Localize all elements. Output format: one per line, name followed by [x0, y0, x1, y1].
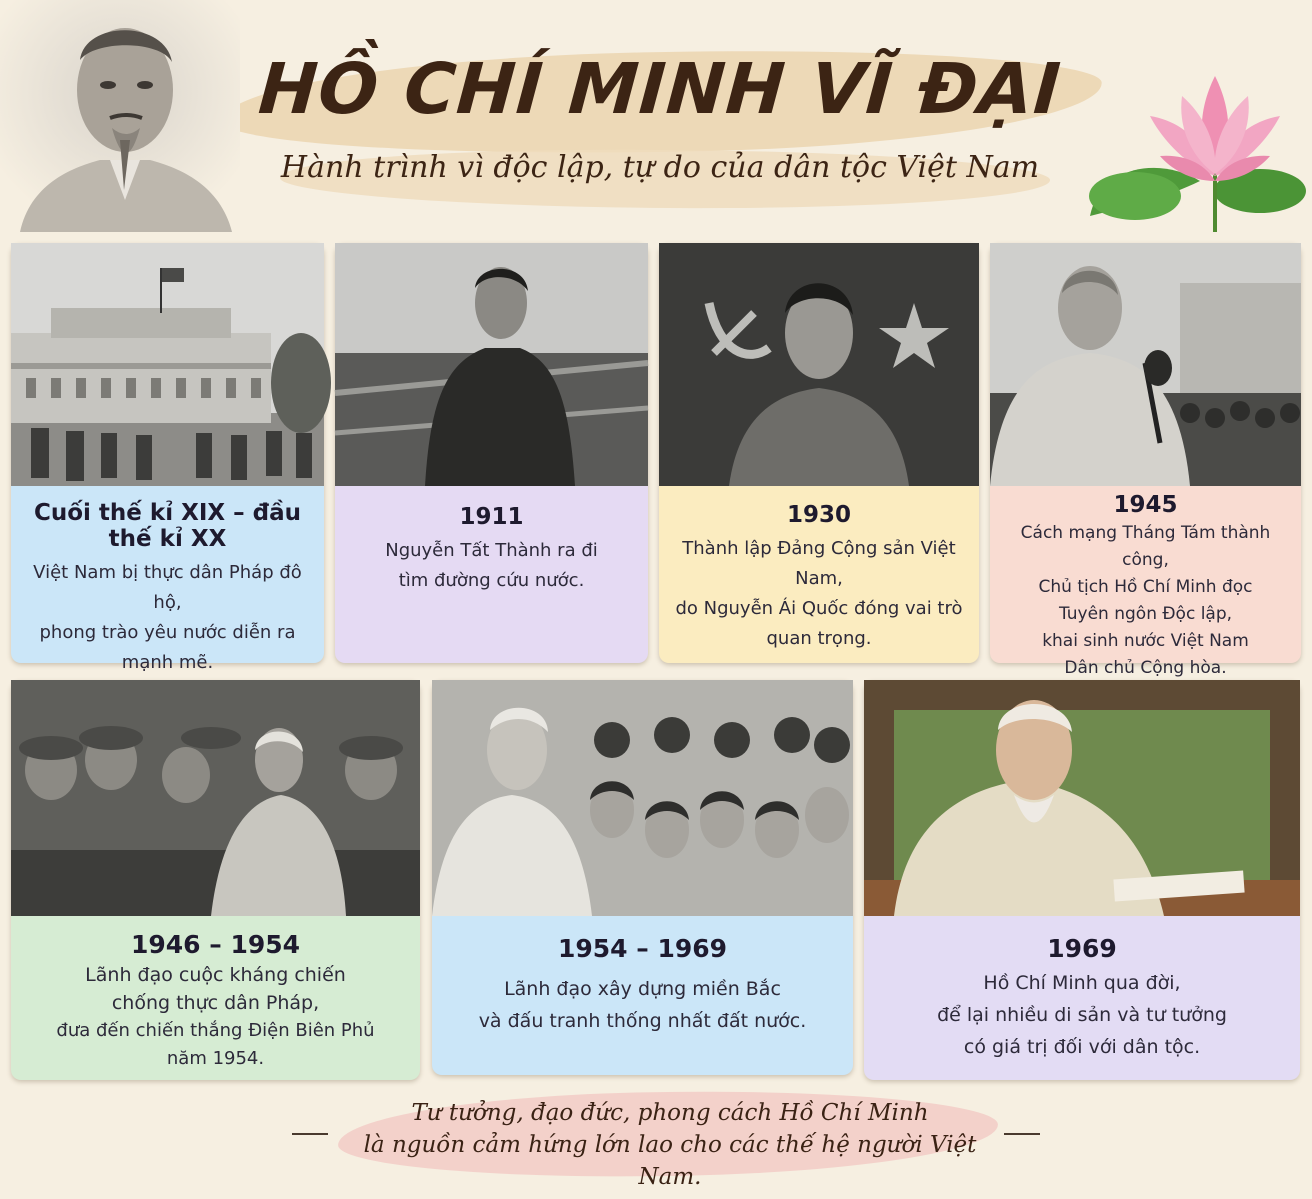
footer-divider-left	[292, 1133, 328, 1135]
timeline-desc-line: và đấu tranh thống nhất đất nước.	[478, 1010, 807, 1032]
timeline-year: Cuối thế kỉ XIX – đầu thế kỉ XX	[33, 500, 301, 552]
timeline-desc-line: Hồ Chí Minh qua đời,	[983, 972, 1181, 994]
timeline-desc-line: Cách mạng Tháng Tám thành công,	[1020, 523, 1271, 570]
timeline-year: 1969	[1047, 934, 1117, 963]
timeline-card-1930	[659, 243, 979, 663]
header	[0, 0, 1312, 232]
timeline-desc-line: mạnh mẽ.	[121, 652, 214, 673]
timeline-desc-line: Lãnh đạo xây dựng miền Bắc	[504, 978, 781, 1000]
timeline-desc-line: để lại nhiều di sản và tư tưởng	[937, 1004, 1227, 1026]
photo-colonial-building	[11, 243, 324, 486]
timeline-desc-line: chống thực dân Pháp,	[111, 992, 320, 1014]
timeline-desc-line: năm 1954.	[166, 1048, 265, 1069]
timeline-desc-line: quan trọng.	[766, 628, 872, 649]
timeline-desc-line: Nguyễn Tất Thành ra đi	[385, 540, 598, 561]
photo-party-founding	[659, 243, 979, 486]
footer-quote-line: là nguồn cảm hứng lớn lao cho các thế hệ người Việt Nam.	[363, 1132, 977, 1190]
page-title: HỒ CHÍ MINH VĨ ĐẠI	[256, 48, 1064, 130]
timeline-desc-line: Chủ tịch Hồ Chí Minh đọc	[1038, 577, 1253, 597]
photo-young-man-on-ship	[335, 243, 648, 486]
timeline-year: 1946 – 1954	[130, 930, 301, 959]
photo-resistance-soldiers	[11, 680, 420, 916]
timeline-desc-line: Lãnh đạo cuộc kháng chiến	[85, 964, 346, 986]
timeline-year: 1945	[1113, 492, 1178, 518]
timeline-desc-line: tìm đường cứu nước.	[398, 570, 585, 591]
timeline-card-1969	[864, 680, 1300, 1080]
timeline-year: 1930	[786, 502, 851, 528]
ho-chi-minh-portrait	[0, 0, 240, 232]
timeline-desc-line: Tuyên ngôn Độc lập,	[1058, 604, 1233, 624]
timeline-desc-line: Dân chủ Cộng hòa.	[1064, 658, 1227, 678]
timeline-card-1946-1954	[11, 680, 420, 1080]
timeline-card-1954-1969	[432, 680, 853, 1075]
timeline-desc-line: có giá trị đối với dân tộc.	[963, 1036, 1201, 1058]
footer-quote-line: Tư tưởng, đạo đức, phong cách Hồ Chí Minh	[411, 1100, 929, 1126]
photo-writing-at-desk	[864, 680, 1300, 916]
photo-with-children	[432, 680, 853, 916]
timeline-card-1911	[335, 243, 648, 663]
timeline-card-19th-century	[11, 243, 324, 673]
footer-quote	[330, 1097, 1010, 1193]
photo-independence-speech	[990, 243, 1301, 486]
timeline-desc-line: Việt Nam bị thực dân Pháp đô hộ,	[33, 562, 302, 613]
timeline-desc-line: do Nguyễn Ái Quốc đóng vai trò	[675, 598, 963, 619]
timeline-desc-line: phong trào yêu nước diễn ra	[39, 622, 296, 643]
page-subtitle: Hành trình vì độc lập, tự do của dân tộc Việt Nam	[280, 150, 1040, 185]
timeline-desc-line: Thành lập Đảng Cộng sản Việt Nam,	[682, 538, 956, 589]
lotus-illustration	[1090, 56, 1312, 232]
timeline-desc-line: đưa đến chiến thắng Điện Biên Phủ	[56, 1020, 375, 1041]
timeline-year: 1954 – 1969	[557, 934, 728, 963]
timeline-desc-line: khai sinh nước Việt Nam	[1042, 631, 1249, 651]
timeline-year: 1911	[459, 504, 524, 530]
timeline-card-1945	[990, 243, 1301, 678]
